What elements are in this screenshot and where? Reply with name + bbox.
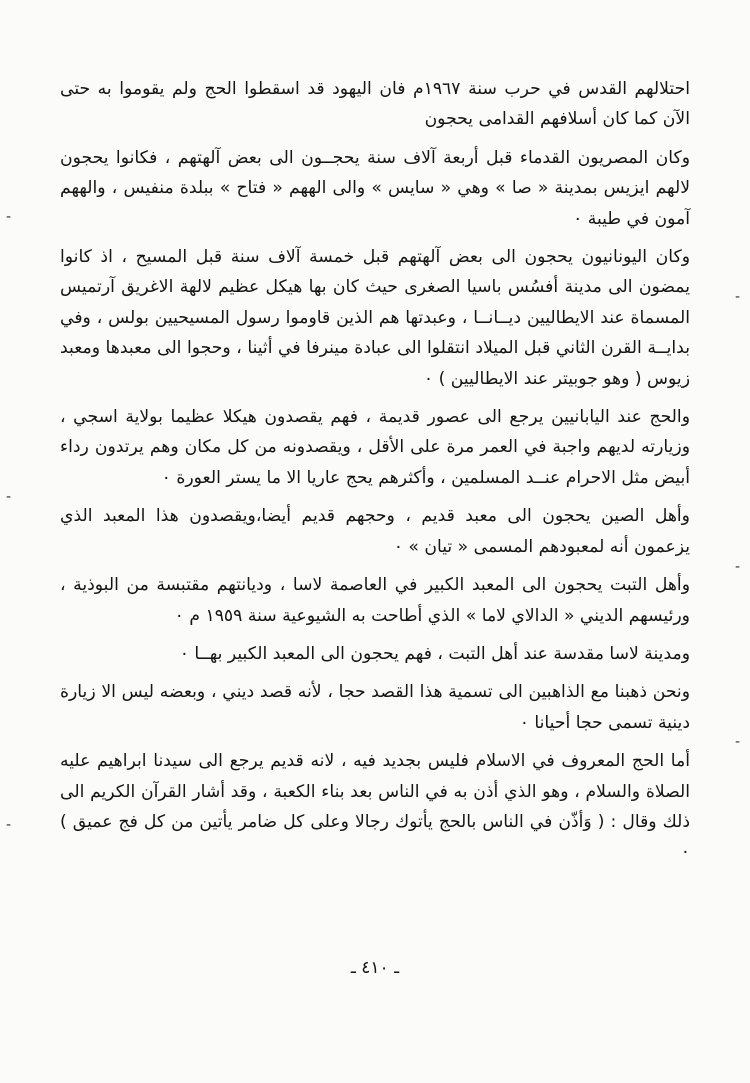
- paragraph-tibet: وأهل التبت يحجون الى المعبد الكبير في العاصمة لاسا ، وديانتهم مقتبسة من البوذية ، ورئيسهم الديني « الدالاي لاما » الذي أطاحت به الشيوعية سنة ١٩٥٩ م ٠: [60, 575, 690, 626]
- paragraph-lhasa: ومدينة لاسا مقدسة عند أهل التبت ، فهم يحجون الى المعبد الكبير بهــا ٠: [179, 643, 690, 664]
- margin-mark: -: [735, 289, 741, 305]
- paragraph-islam-hajj: أما الحج المعروف في الاسلام فليس بجديد فيه ، لانه قديم يرجع الى سيدنا ابراهيم عليه الصلاة والسلام ، وهو الذي أذن به في الناس بعد بناء الكعبة ، وقد أشار القرآن الكريم الى ذلك وقال : ( وَأذّن في الناس بالحج يأتوك رجالا وعلى كل ضامر يأتين من كل فج عميق ) ٠: [60, 751, 690, 863]
- paragraph-egyptians: وكان المصريون القدماء قبل أربعة آلاف سنة يحجــون الى بعض آلهتهم ، فكانوا يحجون لالهم ايزيس بمدينة « صا » وهي « سايس » والى الههم « فتاح » ببلدة منفيس ، والههم آمون في طيبة ٠: [60, 147, 690, 229]
- paragraph-japanese: والحج عند اليابانيين يرجع الى عصور قديمة ، فهم يقصدون هيكلا عظيما بولاية اسجي ، وزيارته لديهم واجبة في العمر مرة على الأقل ، ويقصدونه من كل مكان وهم يرتدون رداء أبيض مثل الاحرام عنــد المسلمين ، وأكثرهم يحج عاريا الا ما يستر العورة ٠: [60, 407, 690, 488]
- paragraph-jerusalem: احتلالهم القدس في حرب سنة ١٩٦٧م فان اليهود قد اسقطوا الحج ولم يقوموا به حتى الآن كما كان أسلافهم القدامى يحجون: [60, 79, 690, 130]
- paragraph-naming: ونحن ذهبنا مع الذاهبين الى تسمية هذا القصد حجا ، لأنه قصد ديني ، وبعضه ليس الا زيارة دينية تسمى حجا أحيانا ٠: [60, 682, 690, 733]
- page-body: [60, 74, 690, 876]
- page-number: ـ ٤١٠ ـ: [350, 958, 400, 978]
- margin-mark: -: [6, 817, 12, 833]
- margin-mark: -: [6, 489, 12, 505]
- margin-mark: -: [6, 209, 12, 225]
- paragraph-china: وأهل الصين يحجون الى معبد قديم ، وحجهم قديم أيضا،ويقصدون هذا المعبد الذي يزعمون أنه لمعبودهم المسمى « تيان » ٠: [60, 506, 690, 557]
- margin-mark: -: [735, 559, 741, 575]
- margin-mark: -: [735, 734, 741, 750]
- paragraph-greeks: وكان اليونانيون يحجون الى بعض آلهتهم قبل خمسة آلاف سنة قبل المسيح ، اذ كانوا يمضون الى مدينة أفسُس باسيا الصغرى حيث كان بها هيكل عظيم لالهة الاغريق آرتميس المسماة عند الايطاليين ديــانــا ، وعبدتها هم الذين قاوموا رسول المسيحيين بولس ، وفي بدايــة القرن الثاني قبل الميلاد انتقلوا الى عبادة مينرفا في أثينا ، وحجوا الى معبدها ومعبد زيوس ( وهو جوبيتر عند الايطاليين ) ٠: [60, 247, 690, 389]
